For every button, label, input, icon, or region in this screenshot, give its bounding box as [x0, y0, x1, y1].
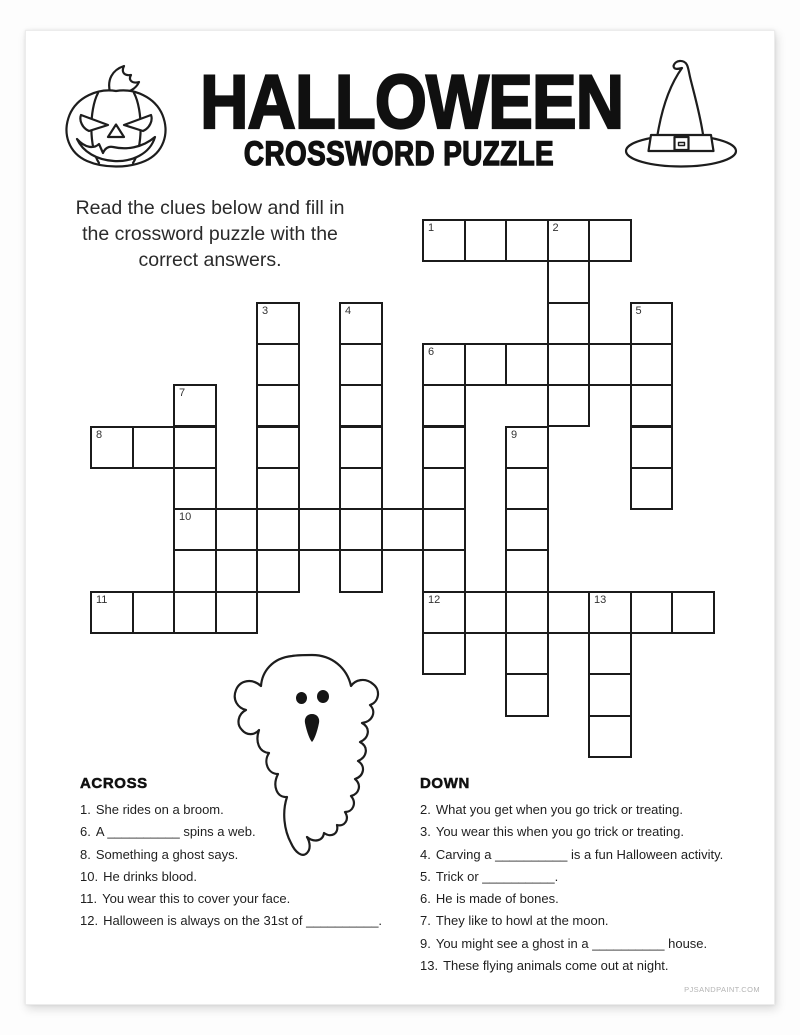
grid-cell[interactable]: [422, 508, 466, 551]
grid-cell[interactable]: [630, 343, 674, 386]
clue-text: He drinks blood.: [103, 868, 198, 884]
clue-down-7: [420, 910, 765, 932]
clue-across-1: [80, 799, 410, 821]
grid-cell[interactable]: [588, 632, 632, 675]
grid-cell[interactable]: [422, 467, 466, 510]
grid-cell-13[interactable]: [588, 591, 632, 634]
grid-cell[interactable]: [132, 426, 176, 469]
clue-number: 4.: [420, 846, 431, 862]
grid-cell[interactable]: [505, 673, 549, 716]
grid-cell-9[interactable]: [505, 426, 549, 469]
cell-number: 3: [262, 304, 269, 317]
grid-cell[interactable]: [256, 426, 300, 469]
clue-across-8: [80, 844, 410, 866]
grid-cell-8[interactable]: [90, 426, 134, 469]
grid-cell[interactable]: [422, 426, 466, 469]
grid-cell[interactable]: [381, 508, 425, 551]
grid-cell[interactable]: [173, 467, 217, 510]
across-heading: ACROSS: [80, 775, 148, 792]
down-heading: DOWN: [420, 775, 470, 792]
clue-number: 9.: [420, 935, 431, 951]
clue-number: 11.: [80, 891, 98, 907]
clue-text: Trick or __________.: [435, 868, 559, 884]
cell-number: 4: [345, 304, 352, 317]
page-title: HALLOWEEN: [200, 60, 624, 145]
grid-cell-4[interactable]: [339, 302, 383, 345]
grid-cell-6[interactable]: [422, 343, 466, 386]
grid-cell[interactable]: [630, 426, 674, 469]
instructions-line: correct answers.: [138, 248, 282, 271]
grid-cell[interactable]: [256, 343, 300, 386]
clue-text: Carving a __________ is a fun Halloween activity.: [435, 846, 724, 862]
grid-cell-12[interactable]: [422, 591, 466, 634]
cell-number: 9: [511, 428, 518, 441]
grid-cell[interactable]: [132, 591, 176, 634]
grid-cell[interactable]: [547, 384, 591, 427]
grid-cell[interactable]: [630, 384, 674, 427]
grid-cell[interactable]: [339, 384, 383, 427]
grid-cell[interactable]: [422, 549, 466, 592]
cell-number: 13: [594, 593, 607, 606]
grid-cell-3[interactable]: [256, 302, 300, 345]
grid-cell[interactable]: [505, 591, 549, 634]
grid-cell[interactable]: [173, 591, 217, 634]
grid-cell[interactable]: [588, 673, 632, 716]
clue-down-6: [420, 888, 765, 910]
clue-text: A __________ spins a web.: [95, 824, 256, 840]
grid-cell[interactable]: [547, 302, 591, 345]
grid-cell[interactable]: [505, 632, 549, 675]
clue-number: 6.: [420, 891, 431, 907]
grid-cell[interactable]: [422, 384, 466, 427]
clue-down-3: [420, 821, 765, 843]
grid-cell[interactable]: [339, 549, 383, 592]
clue-down-5: [420, 866, 765, 888]
cell-number: 8: [96, 428, 103, 441]
clue-number: 8.: [80, 846, 91, 862]
clue-text: They like to howl at the moon.: [435, 913, 609, 929]
grid-cell[interactable]: [464, 219, 508, 262]
grid-cell[interactable]: [339, 508, 383, 551]
grid-cell[interactable]: [464, 591, 508, 634]
grid-cell-10[interactable]: [173, 508, 217, 551]
cell-number: 11: [96, 593, 108, 606]
watermark: PJSANDPAINT.COM: [684, 985, 760, 994]
cell-number: 12: [428, 593, 441, 606]
grid-cell[interactable]: [464, 343, 508, 386]
clue-number: 10.: [80, 868, 99, 884]
grid-cell[interactable]: [339, 467, 383, 510]
grid-cell-11[interactable]: [90, 591, 134, 634]
grid-cell[interactable]: [505, 549, 549, 592]
cell-number: 2: [552, 222, 559, 234]
clue-down-4: [420, 844, 765, 866]
clue-text: She rides on a broom.: [95, 802, 224, 817]
clue-text: These flying animals come out at night.: [443, 958, 669, 974]
across-section: [80, 775, 410, 933]
clue-text: Something a ghost says.: [95, 846, 239, 862]
grid-cell[interactable]: [173, 426, 217, 469]
clue-down-13: [420, 955, 765, 977]
grid-cell[interactable]: [588, 219, 632, 262]
clue-text: You wear this to cover your face.: [102, 891, 291, 907]
grid-cell[interactable]: [671, 591, 715, 634]
grid-cell[interactable]: [547, 591, 591, 634]
grid-cell[interactable]: [256, 508, 300, 551]
across-clues: [80, 799, 410, 933]
instructions-line: Read the clues below and fill in: [75, 197, 345, 219]
grid-cell[interactable]: [256, 384, 300, 427]
grid-cell-2[interactable]: [547, 219, 591, 262]
grid-cell[interactable]: [630, 467, 674, 510]
grid-cell[interactable]: [547, 343, 591, 386]
clue-number: 1.: [80, 802, 91, 817]
grid-cell[interactable]: [588, 343, 632, 386]
clue-number: 6.: [80, 824, 91, 840]
grid-cell-5[interactable]: [630, 302, 674, 345]
clue-text: You wear this when you go trick or treating.: [435, 824, 684, 840]
clue-down-2: [420, 799, 765, 821]
down-clues: [420, 799, 765, 977]
grid-cell[interactable]: [630, 591, 674, 634]
grid-cell[interactable]: [215, 508, 259, 551]
grid-cell[interactable]: [588, 715, 632, 758]
grid-cell-1[interactable]: [422, 219, 466, 262]
cell-number: 7: [179, 387, 186, 400]
grid-cell[interactable]: [256, 549, 300, 592]
down-section: [420, 775, 765, 977]
grid-cell[interactable]: [256, 467, 300, 510]
page-subtitle: CROSSWORD PUZZLE: [243, 135, 555, 173]
cell-number: 6: [428, 345, 435, 358]
clue-text: Halloween is always on the 31st of __________.: [103, 913, 383, 929]
grid-cell[interactable]: [339, 426, 383, 469]
grid-cell[interactable]: [505, 219, 549, 262]
clue-text: He is made of bones.: [435, 891, 559, 907]
grid-cell[interactable]: [173, 549, 217, 592]
grid-cell[interactable]: [215, 591, 259, 634]
grid-cell[interactable]: [547, 260, 591, 303]
grid-cell[interactable]: [505, 467, 549, 510]
clue-text: You might see a ghost in a __________ house.: [435, 935, 708, 951]
clue-across-11: [80, 888, 410, 910]
clue-across-10: [80, 866, 410, 888]
cell-number: 10: [179, 511, 192, 524]
clue-number: 12.: [80, 913, 99, 929]
clue-number: 7.: [420, 913, 431, 929]
grid-cell[interactable]: [505, 343, 549, 386]
clue-number: 3.: [420, 824, 431, 840]
grid-cell-7[interactable]: [173, 384, 217, 427]
grid-cell[interactable]: [339, 343, 383, 386]
grid-cell[interactable]: [505, 508, 549, 551]
clue-number: 5.: [420, 868, 431, 884]
cell-number: 1: [428, 222, 435, 234]
grid-cell[interactable]: [298, 508, 342, 551]
instructions-line: the crossword puzzle with the: [82, 222, 338, 245]
clue-across-6: [80, 821, 410, 843]
cell-number: 5: [635, 304, 642, 317]
clue-text: What you get when you go trick or treating.: [435, 802, 683, 817]
clue-across-12: [80, 910, 410, 932]
clue-down-9: [420, 933, 765, 955]
clue-number: 13.: [420, 958, 439, 974]
grid-cell[interactable]: [422, 632, 466, 675]
clue-number: 2.: [420, 802, 431, 817]
